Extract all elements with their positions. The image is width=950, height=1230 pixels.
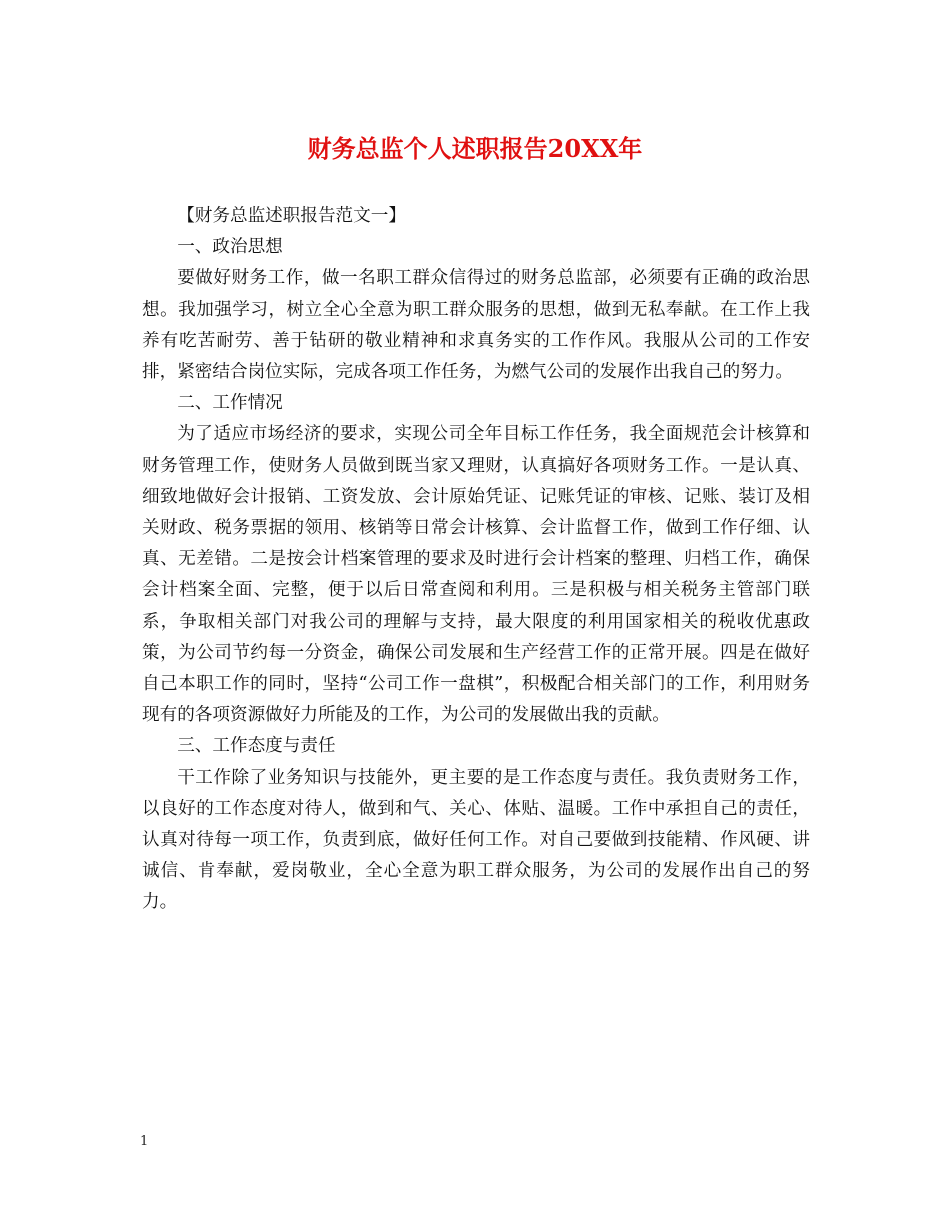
document-title: 财务总监个人述职报告20XX年 — [307, 134, 643, 163]
section-heading-work: 二、工作情况 — [177, 393, 283, 414]
paragraph-attitude: 干工作除了业务知识与技能外，更主要的是工作态度与责任。我负责财务工作，以良好的工作态度对待人，做到和气、关心、体贴、温暖。工作中承担自己的责任，认真对待每一项工作，负责到底，做好任何工作。对自己要做到技能精、作风硬、讲诚信、肯奉献，爱岗敬业，全心全意为职工群众服务，为公司的发展作出自己的努力。 — [142, 767, 810, 913]
page-number: 1 — [140, 1134, 149, 1149]
section-heading-politics: 一、政治思想 — [177, 237, 283, 258]
section-heading-attitude: 三、工作态度与责任 — [177, 736, 336, 757]
paragraph-work: 为了适应市场经济的要求，实现公司全年目标工作任务，我全面规范会计核算和财务管理工作，使财务人员做到既当家又理财，认真搞好各项财务工作。一是认真、细致地做好会计报销、工资发放、会计原始凭证、记账凭证的审核、记账、装订及相关财政、税务票据的领用、核销等日常会计核算、会计监督工作，做到工作仔细、认真、无差错。二是按会计档案管理的要求及时进行会计档案的整理、归档工作，确保会计档案全面、完整，便于以后日常查阅和利用。三是积极与相关税务主管部门联系，争取相关部门对我公司的理解与支持，最大限度的利用国家相关的税收优惠政策，为公司节约每一分资金，确保公司发展和生产经营工作的正常开展。四是在做好自己本职工作的同时，坚持“公司工作一盘棋”，积极配合相关部门的工作，利用财务现有的各项资源做好力所能及的工作，为公司的发展做出我的贡献。 — [142, 424, 810, 726]
document-body — [142, 201, 810, 919]
section-heading-sample: 【财务总监述职报告范文一】 — [177, 206, 406, 226]
paragraph-politics: 要做好财务工作，做一名职工群众信得过的财务总监部，必须要有正确的政治思想。我加强学习，树立全心全意为职工群众服务的思想，做到无私奉献。在工作上我养有吃苦耐劳、善于钻研的敬业精神和求真务实的工作作风。我服从公司的工作安排，紧密结合岗位实际，完成各项工作任务，为燃气公司的发展作出我自己的努力。 — [142, 268, 810, 383]
